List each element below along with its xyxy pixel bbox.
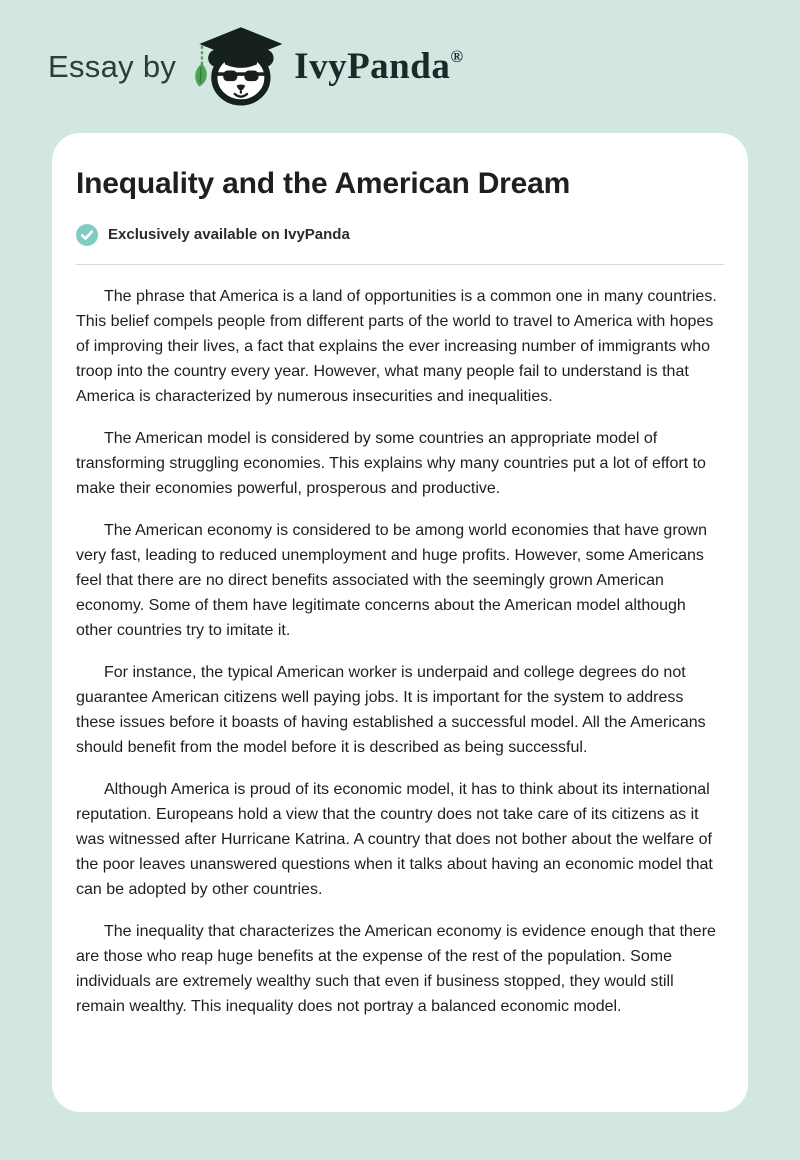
essay-by-label: Essay by xyxy=(48,48,177,84)
essay-paragraph-5: Although America is proud of its economic model, it has to think about its international reputation. Europeans hold a view that the country does not take care of its citizens as it was witnessed after Hurricane Katrina. A country that does not bother about the welfare of the poor leaves unanswered questions when it talks about having an economic model that can be adopted by other countries. xyxy=(76,780,713,898)
brand-name: IvyPanda xyxy=(294,46,451,87)
essay-title: Inequality and the American Dream xyxy=(76,167,571,200)
essay-paragraph-1: The phrase that America is a land of opportunities is a common one in many countries. This belief compels people from different parts of the world to travel to America with hopes of improving their lives, a fact that explains the ever increasing number of immigrants who troop into the country every year. However, what many people fail to understand is that America is characterized by numerous insecurities and inequalities. xyxy=(76,287,717,405)
availability-badge xyxy=(76,224,724,246)
essay-paragraph-6: The inequality that characterizes the American economy is evidence enough that there are those who reap huge benefits at the expense of the rest of the population. Some individuals are extremely wealthy such that even if business stopped, they would still remain wealthy. This inequality does not portray a balanced economic model. xyxy=(76,922,716,1015)
essay-paragraph-4: For instance, the typical American worker is underpaid and college degrees do not guarantee American citizens well paying jobs. It is important for the system to address these issues before it boasts of having established a successful model. All the Americans should benefit from the model before it is described as being successful. xyxy=(76,663,706,756)
availability-text: Exclusively available on IvyPanda xyxy=(108,226,350,243)
check-circle-icon xyxy=(76,224,98,246)
registered-mark: ® xyxy=(450,47,464,66)
essay-paragraph-3: The American economy is considered to be among world economies that have grown very fast, leading to reduced unemployment and huge profits. However, some Americans feel that there are no direct benefits associated with the seemingly grown American economy. Some of them have legitimate concerns about the American model although other countries try to imitate it. xyxy=(76,521,707,639)
essay-card xyxy=(52,133,748,1112)
site-header xyxy=(0,0,800,133)
divider xyxy=(76,264,724,265)
essay-body xyxy=(76,284,724,1019)
ivypanda-panda-graduate-icon xyxy=(194,24,286,110)
brand-wordmark xyxy=(294,45,463,88)
essay-paragraph-2: The American model is considered by some countries an appropriate model of transforming struggling economies. This explains why many countries put a lot of effort to make their economies powerful, prosperous and productive. xyxy=(76,429,706,497)
